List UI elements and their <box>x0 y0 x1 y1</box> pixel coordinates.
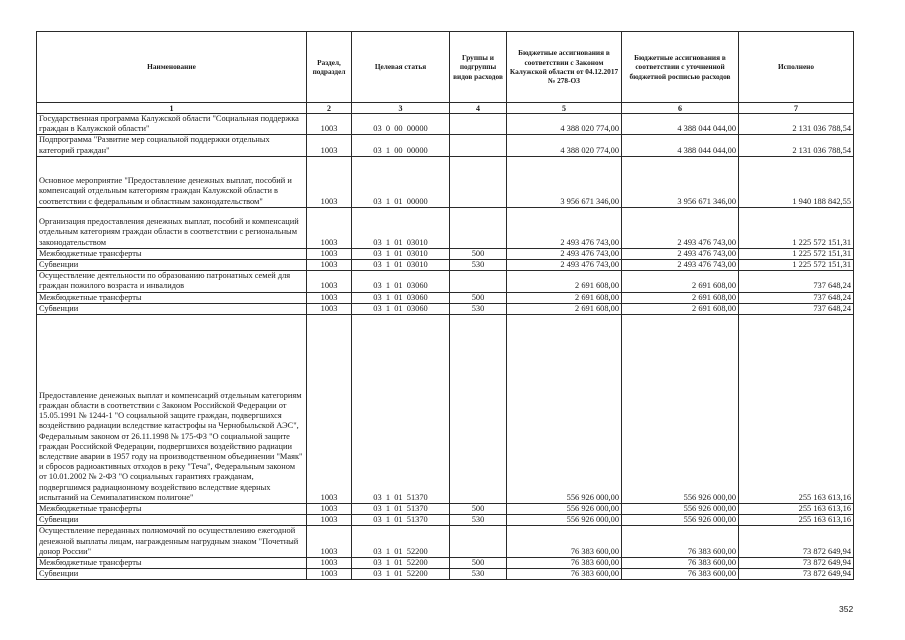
row-section: 1003 <box>307 207 352 248</box>
row-section: 1003 <box>307 260 352 271</box>
row-target: 03 0 00 00000 <box>352 114 450 135</box>
row-target: 03 1 00 00000 <box>352 135 450 156</box>
row-law-allocation: 4 388 020 774,00 <box>507 114 622 135</box>
table-row <box>37 114 854 135</box>
row-refined-allocation: 2 691 608,00 <box>622 292 739 303</box>
row-section: 1003 <box>307 248 352 259</box>
row-section: 1003 <box>307 569 352 580</box>
row-group <box>450 315 507 504</box>
row-target: 03 1 01 52200 <box>352 558 450 569</box>
row-executed: 737 648,24 <box>739 292 854 303</box>
row-law-allocation: 556 926 000,00 <box>507 515 622 526</box>
row-executed: 1 940 188 842,55 <box>739 156 854 207</box>
row-executed: 737 648,24 <box>739 271 854 292</box>
column-number: 5 <box>507 103 622 114</box>
row-name: Основное мероприятие "Предоставление денежных выплат, пособий и компенсаций отдельным категориям граждан Калужской области в соответствии с федеральным и областным законодательством" <box>37 156 307 207</box>
row-group: 530 <box>450 303 507 314</box>
row-group: 500 <box>450 248 507 259</box>
header-target: Целевая статья <box>352 32 450 103</box>
row-name: Осуществление переданных полномочий по осуществлению ежегодной денежной выплаты лицам, награжденным нагрудным знаком "Почетный донор России" <box>37 526 307 558</box>
header-executed: Исполнено <box>739 32 854 103</box>
table-row <box>37 504 854 515</box>
row-group <box>450 135 507 156</box>
row-target: 03 1 01 03060 <box>352 303 450 314</box>
row-refined-allocation: 556 926 000,00 <box>622 315 739 504</box>
row-executed: 737 648,24 <box>739 303 854 314</box>
column-number: 3 <box>352 103 450 114</box>
row-target: 03 1 01 51370 <box>352 504 450 515</box>
row-name: Государственная программа Калужской области "Социальная поддержка граждан в Калужской области" <box>37 114 307 135</box>
row-executed: 2 131 036 788,54 <box>739 135 854 156</box>
row-law-allocation: 76 383 600,00 <box>507 558 622 569</box>
table-row <box>37 292 854 303</box>
row-target: 03 1 01 52200 <box>352 569 450 580</box>
row-target: 03 1 01 03010 <box>352 248 450 259</box>
row-section: 1003 <box>307 315 352 504</box>
row-refined-allocation: 76 383 600,00 <box>622 558 739 569</box>
row-law-allocation: 2 691 608,00 <box>507 303 622 314</box>
row-group <box>450 156 507 207</box>
row-refined-allocation: 2 493 476 743,00 <box>622 260 739 271</box>
row-name: Организация предоставления денежных выплат, пособий и компенсаций отдельным категориям граждан области в соответствии с региональным законодательством <box>37 207 307 248</box>
row-name: Межбюджетные трансферты <box>37 504 307 515</box>
row-law-allocation: 2 691 608,00 <box>507 292 622 303</box>
row-section: 1003 <box>307 156 352 207</box>
row-executed: 1 225 572 151,31 <box>739 248 854 259</box>
row-name: Межбюджетные трансферты <box>37 248 307 259</box>
row-target: 03 1 01 03010 <box>352 207 450 248</box>
row-executed: 2 131 036 788,54 <box>739 114 854 135</box>
row-target: 03 1 01 51370 <box>352 315 450 504</box>
row-group: 500 <box>450 292 507 303</box>
table-body <box>37 114 854 580</box>
row-law-allocation: 76 383 600,00 <box>507 569 622 580</box>
table-row <box>37 271 854 292</box>
row-section: 1003 <box>307 526 352 558</box>
row-target: 03 1 01 03060 <box>352 292 450 303</box>
row-refined-allocation: 2 493 476 743,00 <box>622 207 739 248</box>
row-law-allocation: 4 388 020 774,00 <box>507 135 622 156</box>
table-row <box>37 515 854 526</box>
row-name: Субвенции <box>37 515 307 526</box>
table-row <box>37 558 854 569</box>
row-group: 530 <box>450 260 507 271</box>
table-row <box>37 156 854 207</box>
column-number: 2 <box>307 103 352 114</box>
column-number-row <box>37 103 854 114</box>
row-group: 530 <box>450 569 507 580</box>
row-executed: 255 163 613,16 <box>739 315 854 504</box>
row-law-allocation: 2 691 608,00 <box>507 271 622 292</box>
row-executed: 255 163 613,16 <box>739 515 854 526</box>
row-name: Субвенции <box>37 569 307 580</box>
row-executed: 73 872 649,94 <box>739 558 854 569</box>
row-name: Межбюджетные трансферты <box>37 292 307 303</box>
column-number: 6 <box>622 103 739 114</box>
row-executed: 255 163 613,16 <box>739 504 854 515</box>
row-name: Осуществление деятельности по образованию патронатных семей для граждан пожилого возраста и инвалидов <box>37 271 307 292</box>
table-row <box>37 248 854 259</box>
row-law-allocation: 556 926 000,00 <box>507 315 622 504</box>
column-number: 7 <box>739 103 854 114</box>
row-section: 1003 <box>307 271 352 292</box>
column-number: 1 <box>37 103 307 114</box>
row-law-allocation: 2 493 476 743,00 <box>507 207 622 248</box>
row-executed: 73 872 649,94 <box>739 569 854 580</box>
row-target: 03 1 01 52200 <box>352 526 450 558</box>
row-law-allocation: 556 926 000,00 <box>507 504 622 515</box>
row-target: 03 1 01 03060 <box>352 271 450 292</box>
row-law-allocation: 76 383 600,00 <box>507 526 622 558</box>
row-refined-allocation: 2 691 608,00 <box>622 271 739 292</box>
row-name: Субвенции <box>37 303 307 314</box>
row-section: 1003 <box>307 292 352 303</box>
row-refined-allocation: 3 956 671 346,00 <box>622 156 739 207</box>
row-refined-allocation: 4 388 044 044,00 <box>622 135 739 156</box>
row-group: 500 <box>450 558 507 569</box>
row-group: 530 <box>450 515 507 526</box>
header-group: Группы и подгруппы видов расходов <box>450 32 507 103</box>
row-executed: 1 225 572 151,31 <box>739 207 854 248</box>
table-row <box>37 135 854 156</box>
page-number: 352 <box>839 604 854 614</box>
row-target: 03 1 01 03010 <box>352 260 450 271</box>
row-section: 1003 <box>307 515 352 526</box>
header-name: Наименование <box>37 32 307 103</box>
row-law-allocation: 2 493 476 743,00 <box>507 248 622 259</box>
header-row <box>37 32 854 103</box>
row-section: 1003 <box>307 114 352 135</box>
row-executed: 1 225 572 151,31 <box>739 260 854 271</box>
row-refined-allocation: 2 691 608,00 <box>622 303 739 314</box>
row-refined-allocation: 2 493 476 743,00 <box>622 248 739 259</box>
header-section: Раздел, подраздел <box>307 32 352 103</box>
header-law-allocation: Бюджетные ассигнования в соответствии с Законом Калужской области от 04.12.2017 № 278-ОЗ <box>507 32 622 103</box>
row-name: Подпрограмма "Развитие мер социальной поддержки отдельных категорий граждан" <box>37 135 307 156</box>
row-refined-allocation: 4 388 044 044,00 <box>622 114 739 135</box>
row-group <box>450 114 507 135</box>
header-refined-allocation: Бюджетные ассигнования в соответствии с уточненной бюджетной росписью расходов <box>622 32 739 103</box>
row-law-allocation: 3 956 671 346,00 <box>507 156 622 207</box>
row-group <box>450 271 507 292</box>
row-group <box>450 207 507 248</box>
row-section: 1003 <box>307 135 352 156</box>
table-row <box>37 315 854 504</box>
row-group <box>450 526 507 558</box>
row-section: 1003 <box>307 558 352 569</box>
row-executed: 73 872 649,94 <box>739 526 854 558</box>
row-refined-allocation: 556 926 000,00 <box>622 515 739 526</box>
row-target: 03 1 01 00000 <box>352 156 450 207</box>
row-law-allocation: 2 493 476 743,00 <box>507 260 622 271</box>
row-name: Субвенции <box>37 260 307 271</box>
table-row <box>37 569 854 580</box>
table-row <box>37 260 854 271</box>
budget-table <box>36 31 854 580</box>
row-refined-allocation: 556 926 000,00 <box>622 504 739 515</box>
row-section: 1003 <box>307 504 352 515</box>
row-target: 03 1 01 51370 <box>352 515 450 526</box>
table-row <box>37 207 854 248</box>
row-name: Межбюджетные трансферты <box>37 558 307 569</box>
row-refined-allocation: 76 383 600,00 <box>622 526 739 558</box>
row-group: 500 <box>450 504 507 515</box>
column-number: 4 <box>450 103 507 114</box>
row-section: 1003 <box>307 303 352 314</box>
row-refined-allocation: 76 383 600,00 <box>622 569 739 580</box>
row-name: Предоставление денежных выплат и компенсаций отдельным категориям граждан области в соответствии с Законом Российской Федерации от 15.05.1991 № 1244-1 "О социальной защите граждан, подвергшихся воздействию радиации вследствие катастрофы на Чернобыльской АЭС", Федеральным законом от 26.11.1998 № 175-ФЗ "О социальной защите граждан Российской Федерации, подвергшихся воздействию радиации вследствие аварии в 1957 году на производственном объединении "Маяк" и сбросов радиоактивных отходов в реку "Теча", Федеральным законом от 10.01.2002 № 2-ФЗ "О социальных гарантиях гражданам, подвергшимся радиационному воздействию вследствие ядерных испытаний на Семипалатинском полигоне" <box>37 315 307 504</box>
table-row <box>37 526 854 558</box>
table-row <box>37 303 854 314</box>
